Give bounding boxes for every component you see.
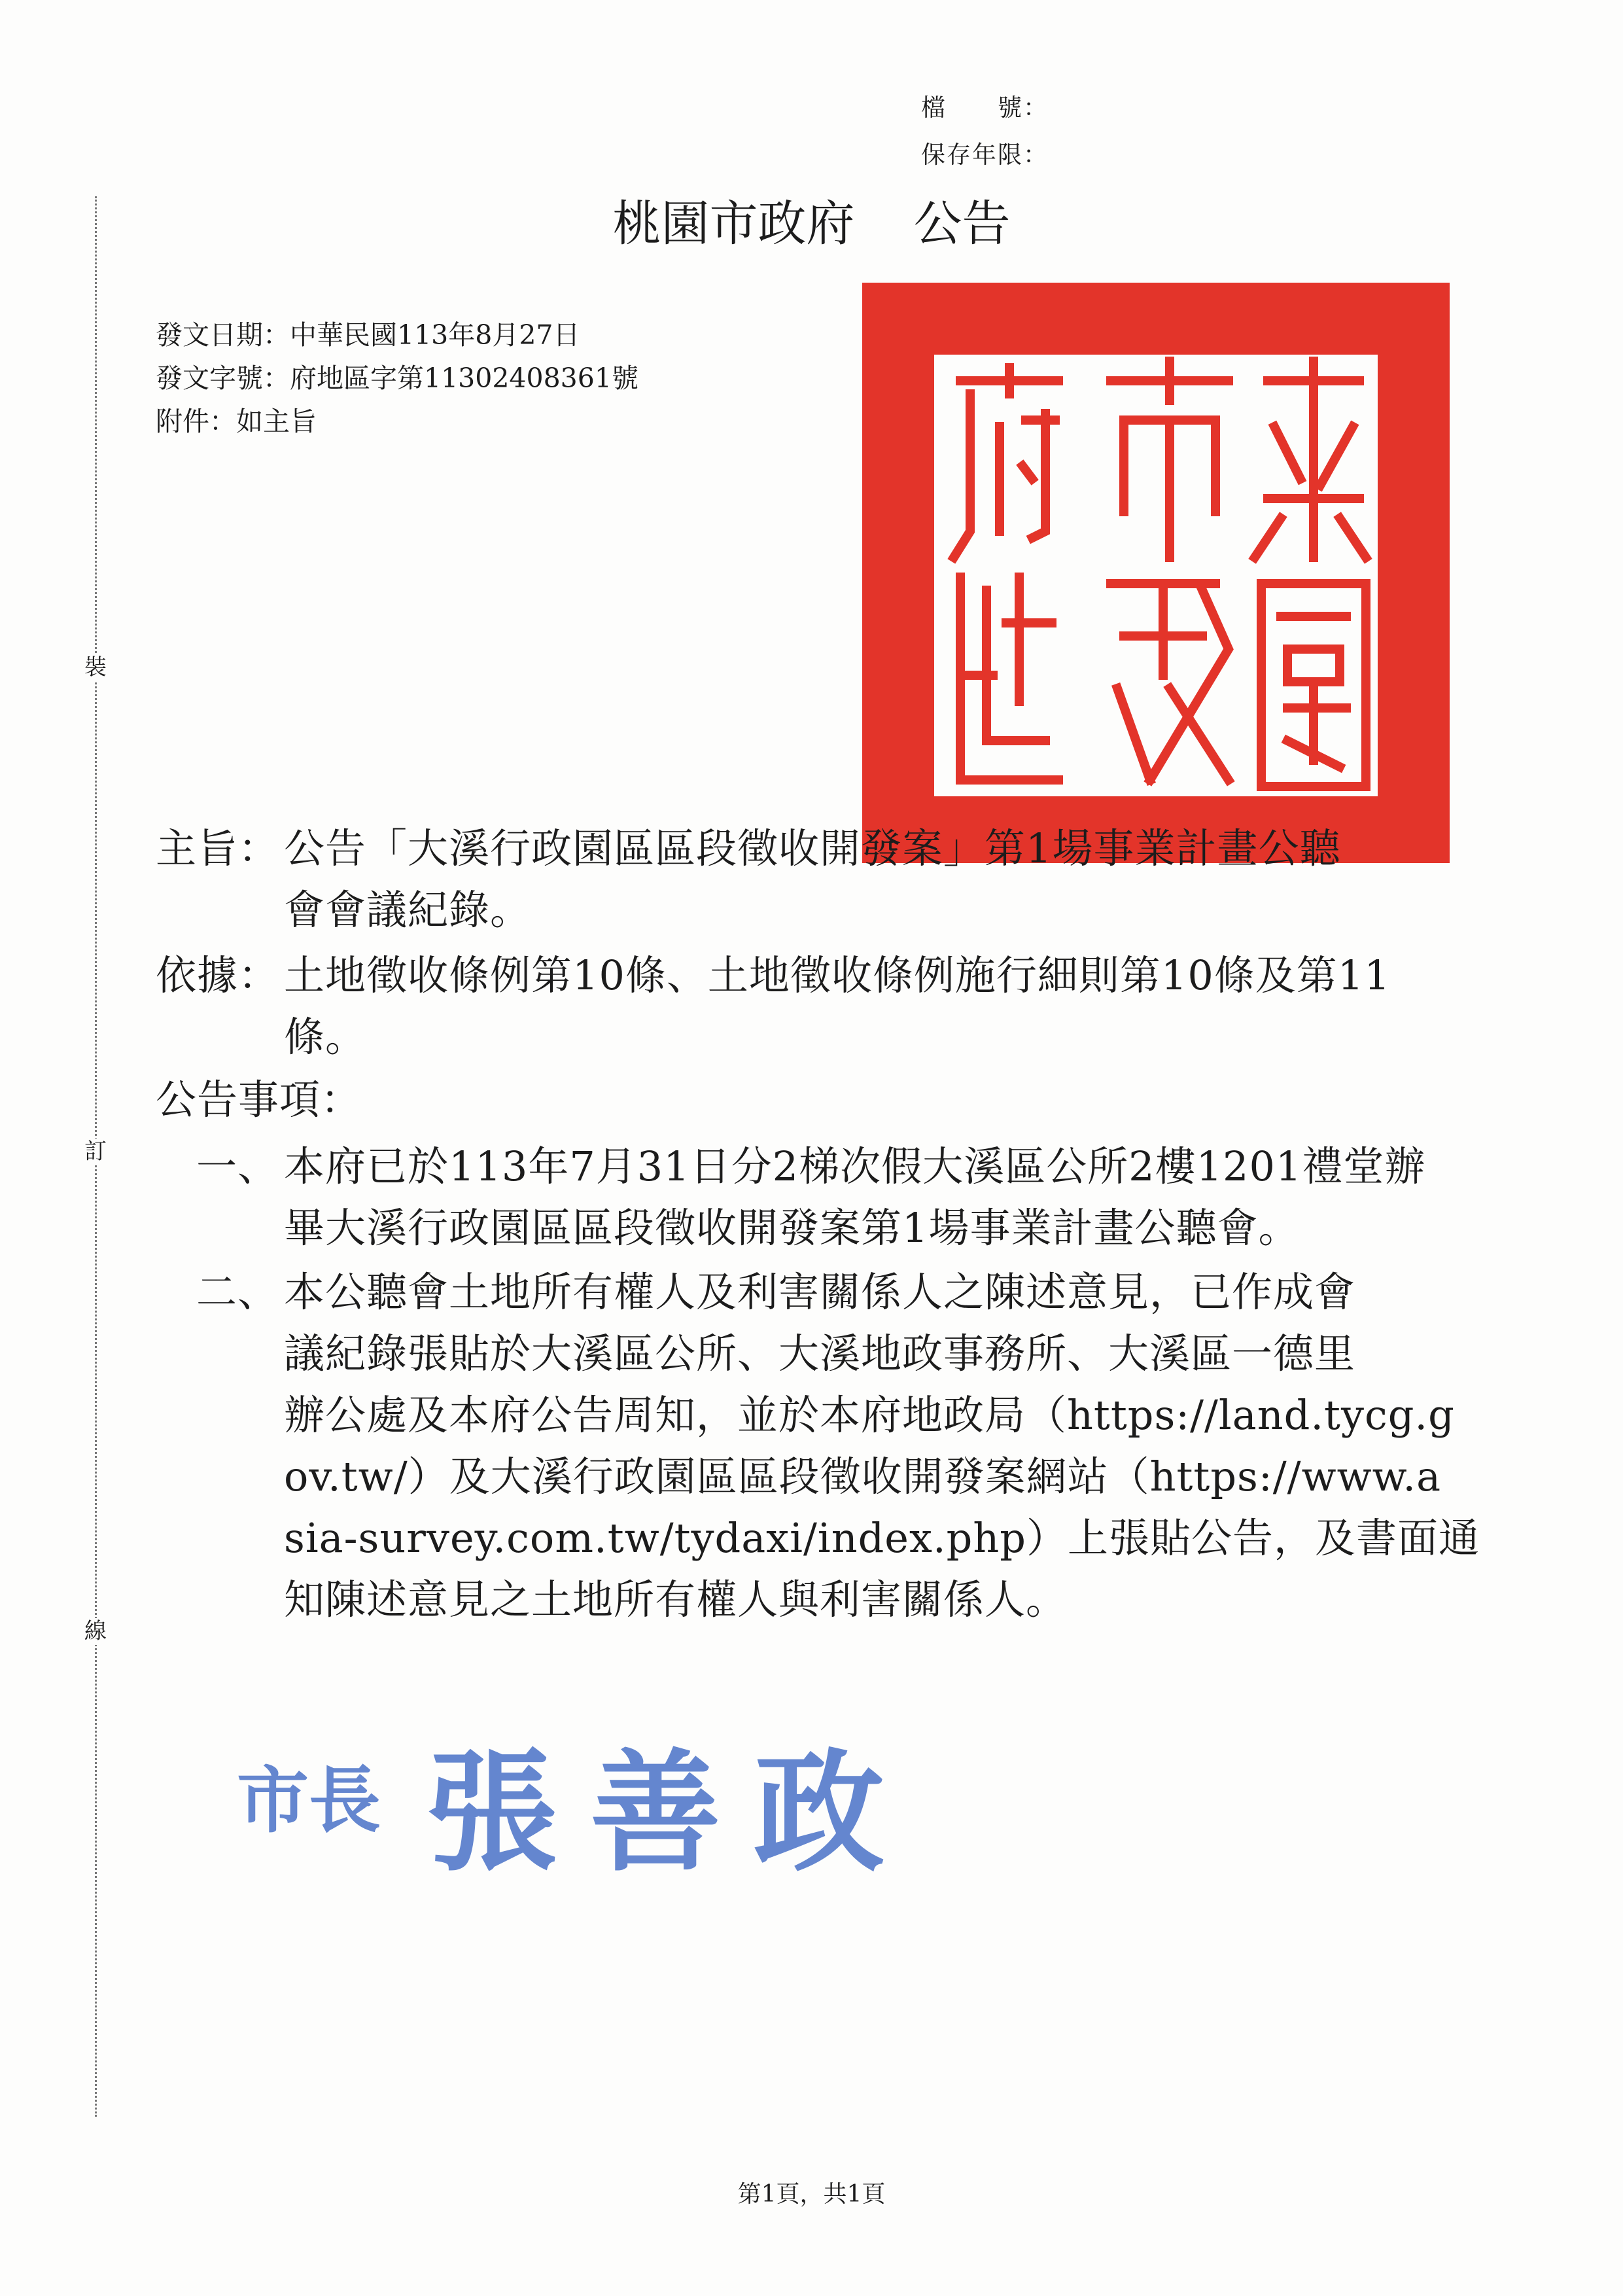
document-type: 公告 (913, 196, 1011, 252)
matters-label: 公告事項： (156, 1076, 362, 1123)
matter-item-line: sia-survey.com.tw/tydaxi/index.php）上張貼公告，及書面通 (284, 1514, 1480, 1562)
matter-item-line: 辦公處及本府公告周知，並於本府地政局（https://land.tycg.g (284, 1391, 1455, 1439)
file-number-label: 檔 號： (921, 94, 1049, 122)
subject-label: 主旨： (156, 824, 280, 872)
basis-line: 條。 (284, 1013, 367, 1061)
signature-name: 張善政 (427, 1736, 918, 1890)
matter-item-line: 本公聽會土地所有權人及利害關係人之陳述意見，已作成會 (284, 1268, 1356, 1316)
matter-item-line: 知陳述意見之土地所有權人與利害關係人。 (284, 1576, 1068, 1623)
issue-date: 發文日期：中華民國113年8月27日 (156, 319, 580, 351)
retention-period-label: 保存年限： (921, 141, 1049, 169)
page-number: 第1頁，共1頁 (737, 2181, 886, 2208)
mayor-signature-stamp (230, 1695, 1015, 1891)
subject-line: 公告「大溪行政園區區段徵收開發案」第1場事業計畫公聽 (284, 824, 1341, 872)
subject-line: 會會議紀錄。 (284, 886, 532, 934)
matter-item-number: 二、 (196, 1268, 279, 1316)
signature-title: 市長 (237, 1758, 381, 1843)
binding-mark-xian: 線 (79, 1618, 113, 1645)
matter-item-number: 一、 (196, 1142, 279, 1190)
official-seal-image (862, 283, 1450, 863)
binding-mark-zhuang: 裝 (79, 654, 113, 681)
matter-item-line: 畢大溪行政園區區段徵收開發案第1場事業計畫公聽會。 (284, 1204, 1300, 1252)
issuing-agency: 桃園市政府 (612, 196, 855, 252)
document-title (0, 196, 1623, 252)
issue-number: 發文字號：府地區字第11302408361號 (156, 362, 638, 394)
matter-item-line: 本府已於113年7月31日分2梯次假大溪區公所2樓1201禮堂辦 (284, 1142, 1426, 1190)
binding-mark-ding: 訂 (79, 1139, 113, 1165)
basis-label: 依據： (156, 951, 280, 999)
basis-line: 土地徵收條例第10條、土地徵收條例施行細則第10條及第11 (284, 951, 1391, 999)
matter-item-line: 議紀錄張貼於大溪區公所、大溪地政事務所、大溪區一德里 (284, 1330, 1356, 1377)
attachment-note: 附件：如主旨 (156, 406, 317, 437)
matter-item-line: ov.tw/）及大溪行政園區區段徵收開發案網站（https://www.a (284, 1453, 1442, 1500)
